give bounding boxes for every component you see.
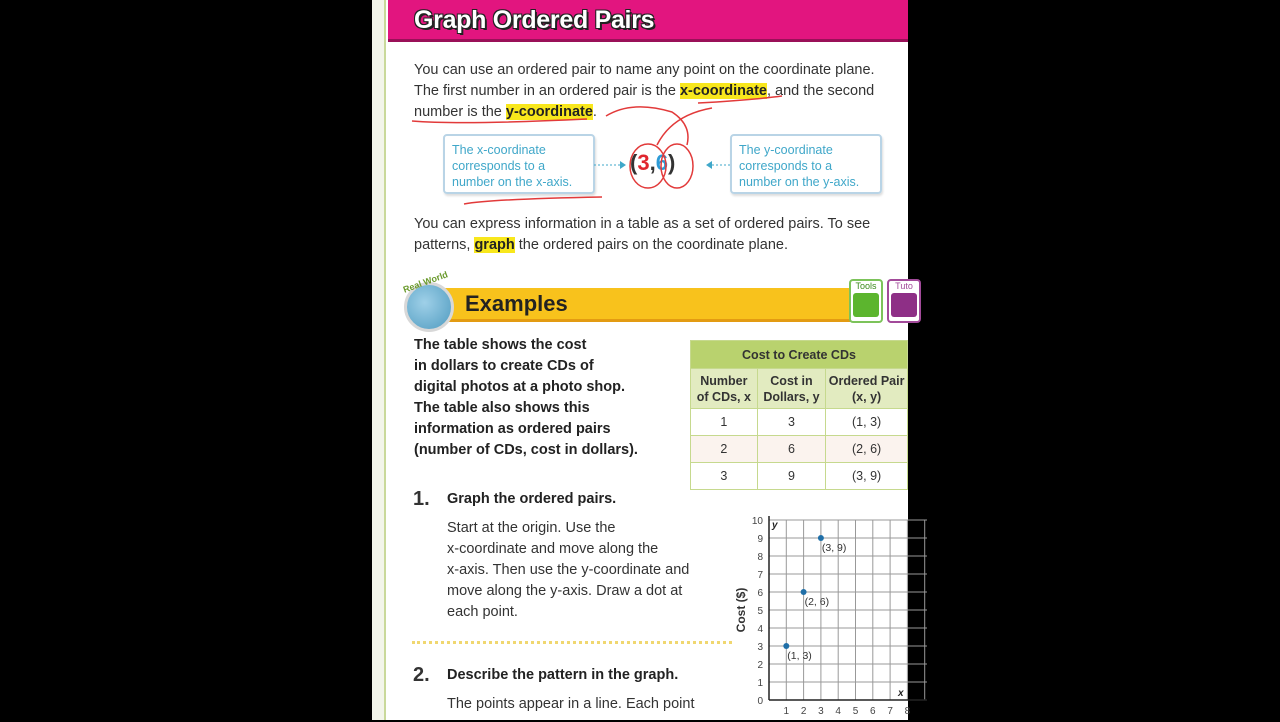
problem-line: information as ordered pairs (414, 421, 611, 437)
underline (412, 119, 587, 123)
coordinate-graph (727, 512, 927, 722)
step2-title: Describe the pattern in the graph. (447, 667, 679, 683)
table-row (691, 463, 908, 490)
problem-line: (number of CDs, cost in dollars). (414, 442, 638, 458)
x-tick-label: 8 (904, 706, 911, 717)
x-tick-label: 1 (783, 706, 790, 717)
table-row (691, 436, 908, 463)
intro-line-1: You can use an ordered pair to name any point on the coordinate plane. (414, 62, 875, 78)
step1-line: x-axis. Then use the y-coordinate and (447, 562, 690, 578)
tutor-label: Tuto (895, 281, 913, 291)
handwritten-annotations (372, 0, 908, 220)
column-header (691, 369, 758, 409)
y-tick-label: 0 (757, 696, 763, 707)
y-axis-label: Cost ($) (734, 587, 748, 633)
real-world-label: Real World (401, 269, 450, 295)
tools-button[interactable] (849, 279, 883, 323)
table-cell: 3 (757, 409, 826, 436)
para2-line-1: You can express information in a table as a set of ordered pairs. To see (414, 216, 871, 232)
x-axis-name: x (898, 688, 904, 699)
y-tick-label: 1 (757, 678, 763, 689)
text: . (592, 104, 597, 120)
paren: ( (630, 150, 638, 175)
real-world-globe-icon (401, 269, 454, 332)
step1-line: move along the y-axis. Draw a dot at (447, 583, 683, 599)
step1-line: x-coordinate and move along the (447, 541, 659, 557)
column-header (826, 369, 908, 409)
y-tick-label: 6 (757, 588, 763, 599)
arrow-annotation (657, 108, 712, 145)
lesson-title: Graph Ordered Pairs (414, 6, 655, 34)
data-point (783, 643, 789, 649)
y-tick-label: 10 (751, 516, 763, 527)
callout-line: The y-coordinate (739, 143, 833, 157)
arrow-annotation (606, 107, 688, 145)
table-cell: (1, 3) (826, 409, 908, 436)
x-tick-label: 2 (800, 706, 807, 717)
data-point (801, 589, 807, 595)
cost-table (690, 340, 908, 490)
y-tick-label: 4 (757, 624, 763, 635)
problem-line: The table shows the cost (414, 337, 587, 353)
x-tick-label: 4 (835, 706, 841, 717)
y-tick-label: 8 (757, 552, 763, 563)
examples-banner (432, 288, 852, 322)
para2-line-2 (414, 235, 788, 256)
y-tick-label: 7 (757, 570, 763, 581)
tools-label: Tools (855, 281, 877, 291)
table-cell: 3 (691, 463, 758, 490)
tutor-button[interactable] (887, 279, 921, 323)
callout-line: number on the x-axis. (452, 175, 573, 189)
underline (698, 96, 782, 103)
callout-line: number on the y-axis. (739, 175, 860, 189)
table-row (691, 409, 908, 436)
x-tick-label: 7 (887, 706, 893, 717)
textbook-page (372, 0, 913, 720)
point-label: (2, 6) (804, 596, 830, 608)
comma: , (649, 150, 656, 175)
step2-text: The points appear in a line. Each point (447, 696, 695, 712)
point-label: (3, 9) (821, 542, 847, 554)
x-tick-label: 3 (818, 706, 824, 717)
callout-line: corresponds to a (452, 159, 546, 173)
tools-icon (853, 293, 879, 317)
term-y-coordinate: y-coordinate (505, 104, 593, 120)
table-cell: (2, 6) (826, 436, 908, 463)
y-tick-label: 2 (757, 660, 763, 671)
header-line: of CDs, x (696, 389, 751, 404)
point-label: (1, 3) (787, 650, 812, 662)
examples-title: Examples (465, 291, 568, 316)
term-x-coordinate: x-coordinate (679, 83, 767, 99)
problem-line: digital photos at a photo shop. (414, 379, 626, 395)
pair-y: 6 (655, 150, 668, 175)
text: The first number in an ordered pair is the (414, 83, 680, 99)
table-cell: 1 (691, 409, 758, 436)
table-cell: 2 (691, 436, 758, 463)
tutor-icon (891, 293, 917, 317)
header-line: Number (700, 373, 748, 388)
paren: ) (667, 150, 676, 175)
step-number: 1. (413, 488, 430, 510)
y-tick-label: 3 (757, 642, 763, 653)
term-graph: graph (474, 237, 515, 253)
divider (412, 641, 732, 644)
x-tick-label: 5 (852, 706, 859, 717)
data-point (818, 535, 824, 541)
table-title: Cost to Create CDs (691, 341, 908, 369)
table-cell: 9 (757, 463, 826, 490)
text: , and the second (766, 83, 875, 99)
table-cell: 6 (757, 436, 826, 463)
y-axis-name: y (772, 520, 778, 531)
column-header (757, 369, 826, 409)
step-number: 2. (413, 664, 430, 686)
x-tick-label: 6 (870, 706, 876, 717)
step1-line: Start at the origin. Use the (447, 520, 616, 536)
header-line: Cost in (770, 373, 813, 388)
header-line: Dollars, y (763, 389, 820, 404)
pair-x: 3 (637, 150, 650, 175)
problem-line: The table also shows this (414, 400, 590, 416)
step1-line: each point. (447, 604, 518, 620)
y-tick-label: 9 (757, 534, 763, 545)
header-line: Ordered Pair (828, 373, 905, 388)
table-cell: (3, 9) (826, 463, 908, 490)
text: number is the (414, 104, 506, 120)
callout-line: The x-coordinate (452, 143, 546, 157)
callout-line: corresponds to a (739, 159, 833, 173)
text: patterns, (414, 237, 475, 253)
text: the ordered pairs on the coordinate plane. (514, 237, 789, 253)
underline (464, 197, 602, 204)
y-tick-label: 5 (757, 606, 763, 617)
step1-title: Graph the ordered pairs. (447, 491, 617, 507)
header-line: (x, y) (852, 389, 882, 404)
problem-line: in dollars to create CDs of (414, 358, 594, 374)
